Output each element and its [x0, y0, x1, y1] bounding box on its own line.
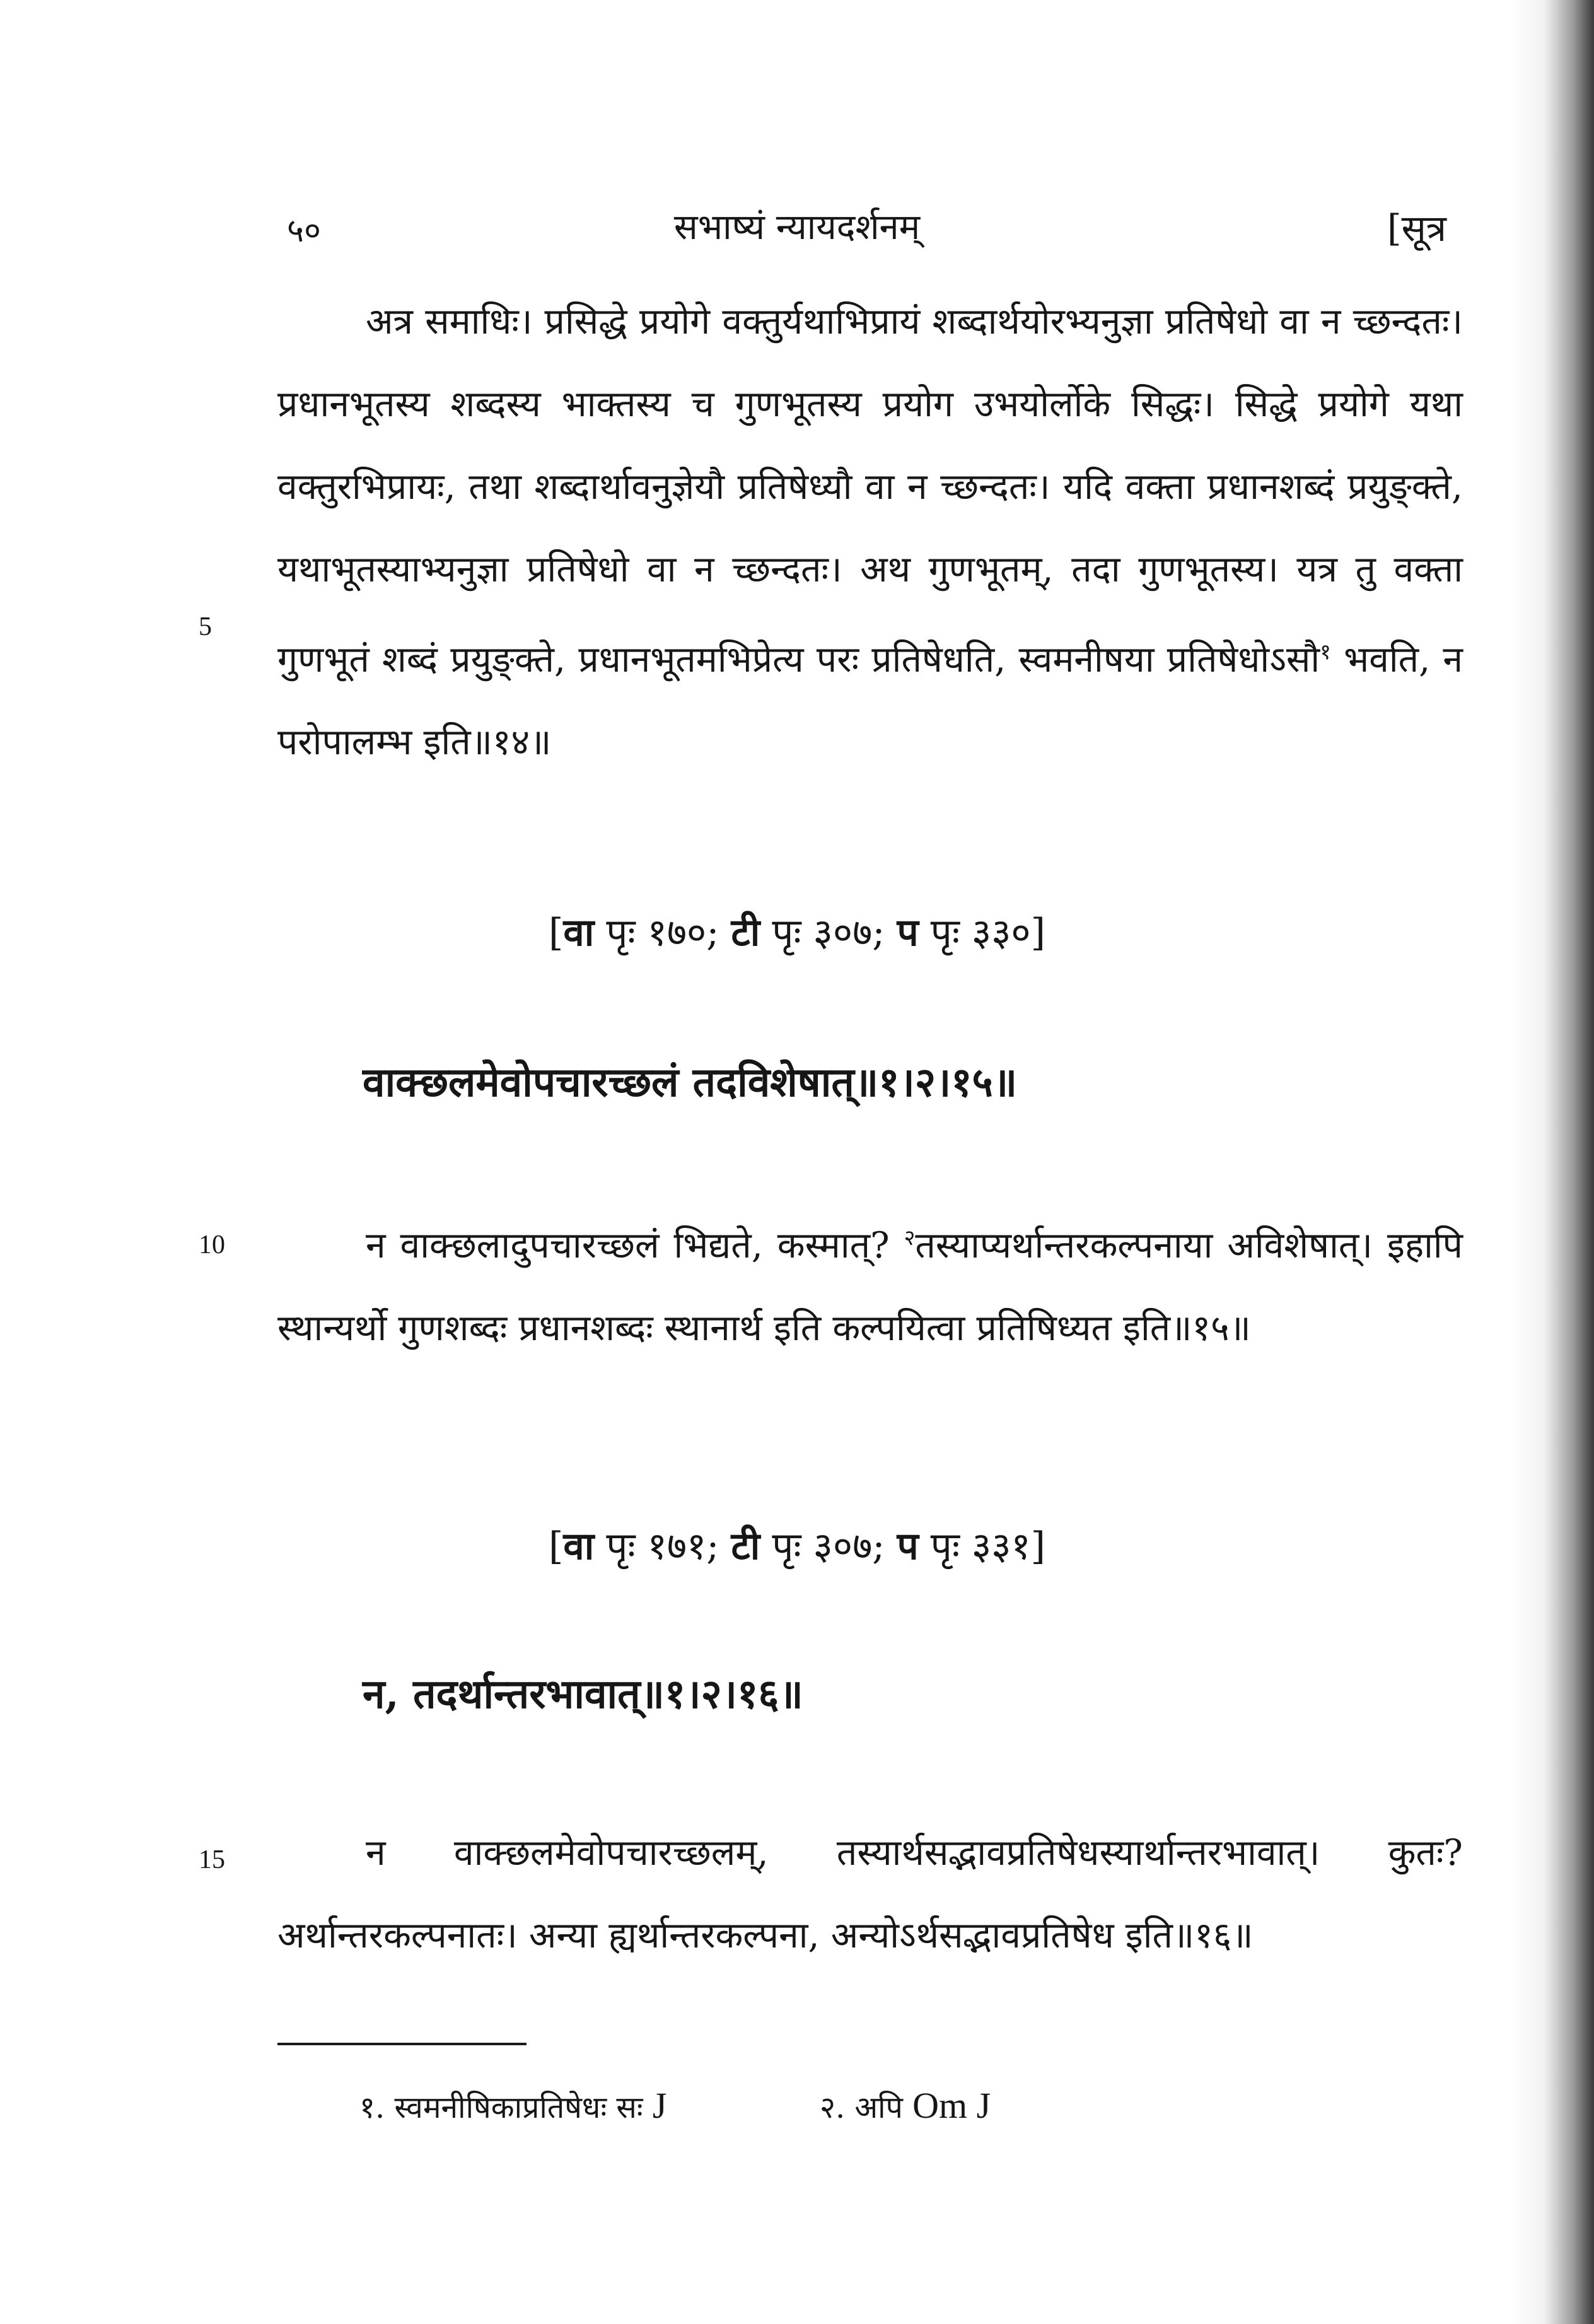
ref-va: वा — [563, 1524, 595, 1568]
line-number-15: 15 — [199, 1845, 225, 1874]
footnote-mark: १ — [1320, 639, 1331, 665]
cross-reference-1: [वा पृः १७०; टी पृः ३०७; प पृः ३३०] — [548, 911, 1046, 955]
ref-ti: टी — [731, 1524, 760, 1568]
footnote-2: २. अपि Om J — [820, 2085, 991, 2126]
line-number-5: 5 — [199, 612, 212, 641]
sutra-15: वाक्छलमेवोपचारच्छलं तदविशेषात्॥१।२।१५॥ — [363, 1059, 1018, 1106]
paragraph-text: तस्याप्यर्थान्तरकल्पनाया अविशेषात्। इहापि स्थान्यर्थो गुणशब्दः प्रधानशब्दः स्थानार्थ इति कल्पयित्वा प्रतिषिध्यत इति॥१५॥ — [277, 1225, 1463, 1349]
scanned-page-edge — [1512, 0, 1594, 2324]
sutra-16: न, तदर्थान्तरभावात्॥१।२।१६॥ — [363, 1671, 803, 1718]
page-number: ५० — [287, 212, 322, 250]
section-marker: [सूत्र — [1387, 207, 1446, 250]
commentary-paragraph-15 — [277, 1197, 1463, 1370]
footnote-1: १. स्वमनीषिकाप्रतिषेधः सः J — [359, 2085, 667, 2126]
running-title: सभाष्यं न्यायदर्शनम् — [673, 207, 921, 248]
paragraph-text: अत्र समाधिः। प्रसिद्धे प्रयोगे वक्तुर्यथाभिप्रायं शब्दार्थयोरभ्यनुज्ञा प्रतिषेधो वा न च्छन्दतः। प्रधानभूतस्य शब्दस्य भाक्तस्य च गुणभूतस्य प्रयोग उभयोर्लोके सिद्धः। सिद्धे प्रयोगे यथा वक्तुरभिप्रायः, तथा शब्दार्थावनुज्ञेयौ प्रतिषेध्यौ वा न च्छन्दतः। यदि वक्ता प्रधानशब्दं प्रयुङ्क्ते, यथाभूतस्याभ्यनुज्ञा प्रतिषेधो वा न च्छन्दतः। अथ गुणभूतम्, तदा गुणभूतस्य। यत्र तु वक्ता गुणभूतं शब्दं प्रयुङ्क्ते, प्रधानभूतमभिप्रेत्य परः प्रतिषेधति, स्वमनीषया प्रतिषेधोऽसौ — [277, 301, 1463, 680]
commentary-paragraph-16 — [277, 1812, 1463, 1977]
ref-ti: टी — [731, 911, 760, 955]
paragraph-text-lead: न वाक्छलादुपचारच्छलं भिद्यते, कस्मात्? — [366, 1225, 904, 1266]
ref-pa: प — [897, 1524, 919, 1568]
footnote-mark: २ — [904, 1225, 916, 1251]
ref-pa: प — [897, 911, 919, 955]
paragraph-text-end: भवति, न परोपालम्भ इति॥१४॥ — [277, 639, 1463, 763]
commentary-paragraph-14 — [277, 281, 1463, 784]
footnote-rule — [277, 2043, 526, 2045]
ref-va: वा — [563, 911, 595, 955]
line-number-10: 10 — [199, 1230, 225, 1259]
cross-reference-2: [वा पृः १७१; टी पृः ३०७; प पृः ३३१] — [548, 1524, 1046, 1568]
paragraph-text: न वाक्छलमेवोपचारच्छलम्, तस्यार्थसद्भावप्रतिषेधस्यार्थान्तरभावात्। कुतः? अर्थान्तरकल्पनातः। अन्या ह्यर्थान्तरकल्पना, अन्योऽर्थसद्भावप्रतिषेध इति॥१६॥ — [277, 1832, 1463, 1956]
